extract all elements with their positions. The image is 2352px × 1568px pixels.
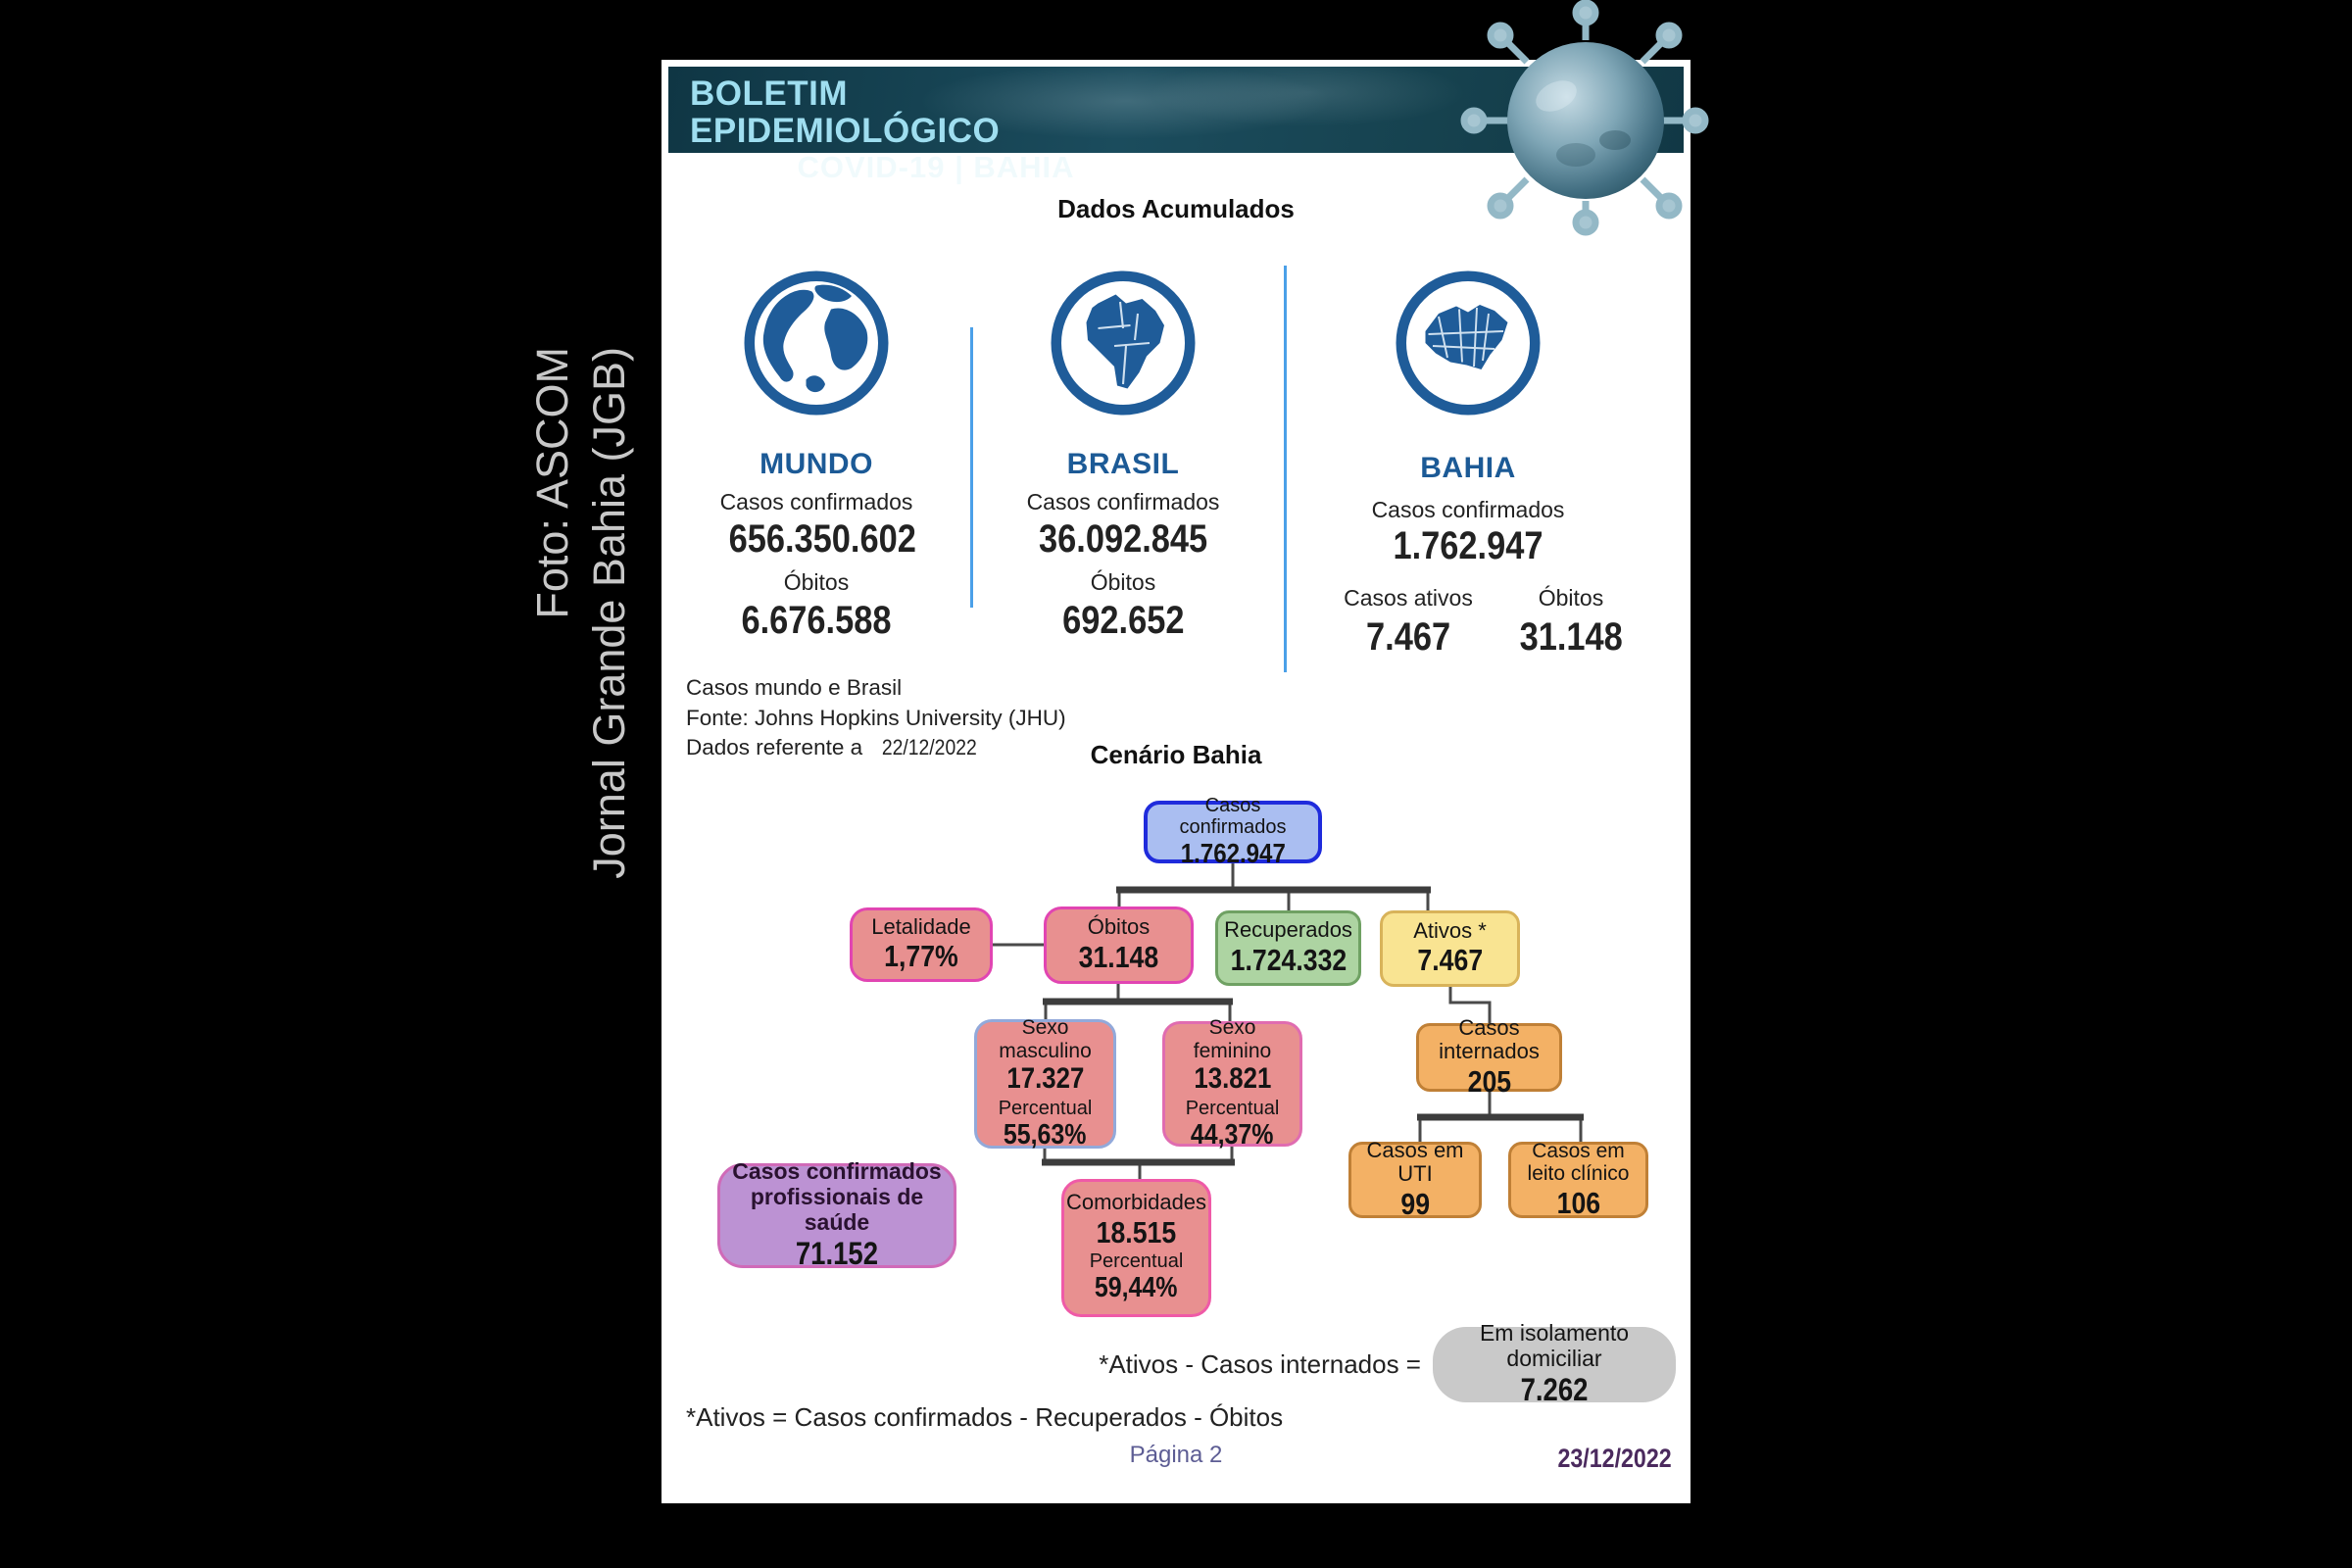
node-value: 31.148 bbox=[1078, 939, 1159, 974]
stat-value: 692.652 bbox=[1061, 599, 1185, 642]
node-sublabel: Percentual bbox=[1185, 1097, 1280, 1119]
node-label: Em isolamento domiciliar bbox=[1479, 1320, 1630, 1372]
node-sexo-feminino bbox=[1162, 1016, 1302, 1151]
photo-credit-line2: Jornal Grande Bahia (JGB) bbox=[584, 347, 634, 879]
node-value: 99 bbox=[1400, 1186, 1430, 1221]
node-casos-internados bbox=[1416, 1014, 1562, 1099]
node-em-isolamento-domiciliar bbox=[1433, 1320, 1676, 1407]
stat-value: 36.092.845 bbox=[1038, 517, 1208, 561]
section-heading-dados-acumulados: Dados Acumulados bbox=[1057, 194, 1295, 223]
photo-credit-line1: Foto: ASCOM bbox=[527, 347, 577, 619]
stat-value: 31.148 bbox=[1519, 615, 1623, 659]
node-subvalue: 44,37% bbox=[1191, 1118, 1274, 1151]
page-number: Página 2 bbox=[1129, 1442, 1223, 1468]
reference-label: Dados referente a bbox=[686, 735, 863, 760]
node-casos-em-leito-clinico bbox=[1508, 1139, 1648, 1220]
node-label: Letalidade bbox=[871, 913, 971, 939]
node-sexo-masculino bbox=[974, 1016, 1116, 1151]
node-label: Casos confirmados bbox=[1179, 794, 1287, 838]
stat-label: Casos ativos bbox=[1344, 585, 1473, 611]
node-label: Comorbidades bbox=[1065, 1190, 1207, 1215]
node-label: Recuperados bbox=[1224, 917, 1352, 943]
region-title-brasil: BRASIL bbox=[1066, 448, 1180, 480]
bulletin-title: BOLETIM EPIDEMIOLÓGICO bbox=[690, 74, 1001, 150]
photo-credit bbox=[524, 347, 646, 896]
node-sublabel: Percentual bbox=[1089, 1250, 1184, 1273]
stat-label: Casos confirmados bbox=[1371, 497, 1565, 522]
isolation-formula: *Ativos - Casos internados = bbox=[1099, 1349, 1421, 1379]
node-value: 205 bbox=[1467, 1063, 1511, 1099]
stat-value: 1.762.947 bbox=[1393, 524, 1544, 567]
report-date: 23/12/2022 bbox=[1557, 1444, 1672, 1473]
node-label: Casos confirmados profissionais de saúde bbox=[732, 1158, 942, 1235]
stat-value: 6.676.588 bbox=[741, 599, 892, 642]
node-value: 1.724.332 bbox=[1230, 942, 1347, 977]
node-recuperados bbox=[1215, 910, 1361, 986]
node-label: Casos internados bbox=[1439, 1014, 1540, 1064]
stat-value: 7.467 bbox=[1365, 615, 1451, 659]
node-value: 7.467 bbox=[1417, 943, 1483, 978]
node-ativos bbox=[1380, 910, 1520, 987]
source-line1: Casos mundo e Brasil bbox=[686, 675, 903, 700]
region-title-bahia: BAHIA bbox=[1420, 452, 1516, 484]
node-value: 1.762.947 bbox=[1180, 838, 1286, 869]
node-label: Sexo masculino bbox=[999, 1016, 1092, 1062]
node-sublabel: Percentual bbox=[998, 1097, 1093, 1119]
stat-value: 656.350.602 bbox=[728, 517, 916, 561]
source-line2: Fonte: Johns Hopkins University (JHU) bbox=[686, 705, 1066, 730]
node-subvalue: 59,44% bbox=[1095, 1272, 1178, 1304]
node-label: Casos em leito clínico bbox=[1527, 1139, 1630, 1186]
node-label: Sexo feminino bbox=[1193, 1016, 1272, 1062]
node-value: 106 bbox=[1556, 1185, 1600, 1220]
node-casos-confirmados bbox=[1144, 794, 1322, 869]
node-value: 7.262 bbox=[1520, 1371, 1589, 1407]
node-value: 71.152 bbox=[795, 1235, 879, 1271]
section-heading-cenario-bahia: Cenário Bahia bbox=[1090, 740, 1262, 769]
stat-label: Casos confirmados bbox=[1026, 489, 1220, 514]
node-obitos bbox=[1044, 906, 1194, 984]
stat-label: Óbitos bbox=[1090, 569, 1156, 595]
reference-date: 22/12/2022 bbox=[882, 735, 978, 760]
bulletin-subtitle: COVID-19 | BAHIA bbox=[797, 150, 1075, 184]
node-comorbidades bbox=[1061, 1179, 1211, 1317]
node-value: 17.327 bbox=[1006, 1062, 1084, 1096]
node-label: Óbitos bbox=[1087, 914, 1151, 940]
node-value: 13.821 bbox=[1194, 1062, 1271, 1096]
node-label: Ativos * bbox=[1413, 917, 1487, 943]
node-value: 18.515 bbox=[1096, 1214, 1177, 1250]
node-casos-em-uti bbox=[1348, 1137, 1482, 1221]
node-label: Casos em UTI bbox=[1366, 1137, 1464, 1187]
bulletin-page bbox=[662, 60, 1690, 1503]
node-subvalue: 55,63% bbox=[1004, 1118, 1087, 1151]
stat-label: Óbitos bbox=[1538, 585, 1604, 611]
node-letalidade bbox=[850, 907, 993, 982]
region-title-mundo: MUNDO bbox=[760, 448, 873, 480]
stat-label: Óbitos bbox=[783, 569, 850, 595]
node-profissionais-de-saude bbox=[717, 1158, 956, 1271]
node-value: 1,77% bbox=[884, 939, 958, 974]
stat-label: Casos confirmados bbox=[719, 489, 913, 514]
active-formula: *Ativos = Casos confirmados - Recuperados - Óbitos bbox=[686, 1402, 1284, 1432]
